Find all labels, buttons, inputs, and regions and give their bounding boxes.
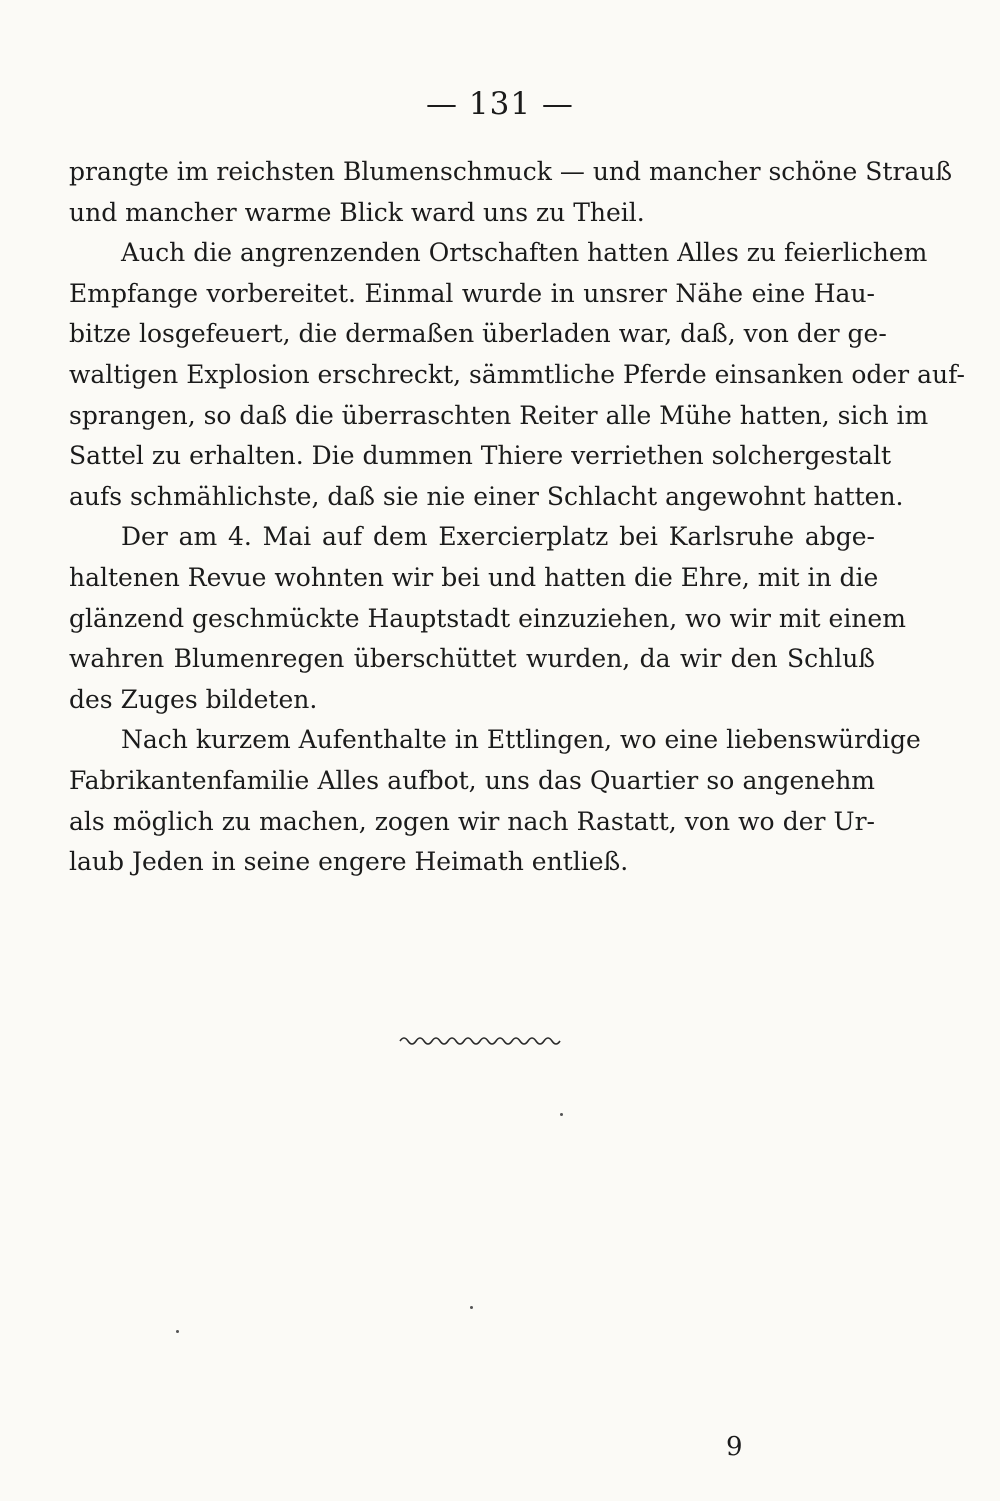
text-line: prangte im reichsten Blumenschmuck — und mancher schöne Strauß (69, 157, 953, 186)
text-line: Sattel zu erhalten. Die dummen Thiere verriethen solchergestalt (69, 441, 892, 471)
body-text (69, 152, 965, 883)
text-line: glänzend geschmückte Hauptstadt einzuziehen, wo wir mit einem (69, 603, 906, 633)
text-line: sprangen, so daß die überraschten Reiter alle Mühe hatten, sich im (69, 400, 929, 430)
text-line: Auch die angrenzenden Ortschaften hatten Alles zu feierlichem (121, 238, 928, 268)
text-line: Nach kurzem Aufenthalte in Ettlingen, wo eine liebenswürdige (121, 725, 921, 755)
text-line: des Zuges bildeten. (69, 684, 318, 714)
text-line: Empfange vorbereitet. Einmal wurde in unsrer Nähe eine Hau- (69, 278, 875, 308)
speck (176, 1330, 179, 1333)
text-line: und mancher warme Blick ward uns zu Theil. (69, 197, 645, 227)
text-line: aufs schmählichste, daß sie nie einer Schlacht angewohnt hatten. (69, 481, 904, 511)
text-line: waltigen Explosion erschreckt, sämmtliche Pferde einsanken oder auf- (69, 359, 965, 389)
text-line: Fabrikantenfamilie Alles aufbot, uns das Quartier so angenehm (69, 765, 875, 795)
page-number: — 131 — (426, 86, 574, 122)
text-line: als möglich zu machen, zogen wir nach Rastatt, von wo der Ur- (69, 806, 875, 836)
text-line: laub Jeden in seine engere Heimath entließ. (69, 847, 629, 877)
text-line: bitze losgefeuert, die dermaßen überladen war, daß, von der ge- (69, 319, 887, 349)
decorative-rule (398, 1028, 566, 1052)
text-line: wahren Blumenregen überschüttet wurden, da wir den Schluß (69, 644, 875, 674)
speck (470, 1306, 473, 1309)
text-line: Der am 4. Mai auf dem Exercierplatz bei Karlsruhe abge- (121, 522, 875, 552)
text-line: haltenen Revue wohnten wir bei und hatten die Ehre, mit in die (69, 562, 879, 592)
speck (560, 1113, 563, 1116)
signature-mark: 9 (726, 1432, 743, 1462)
